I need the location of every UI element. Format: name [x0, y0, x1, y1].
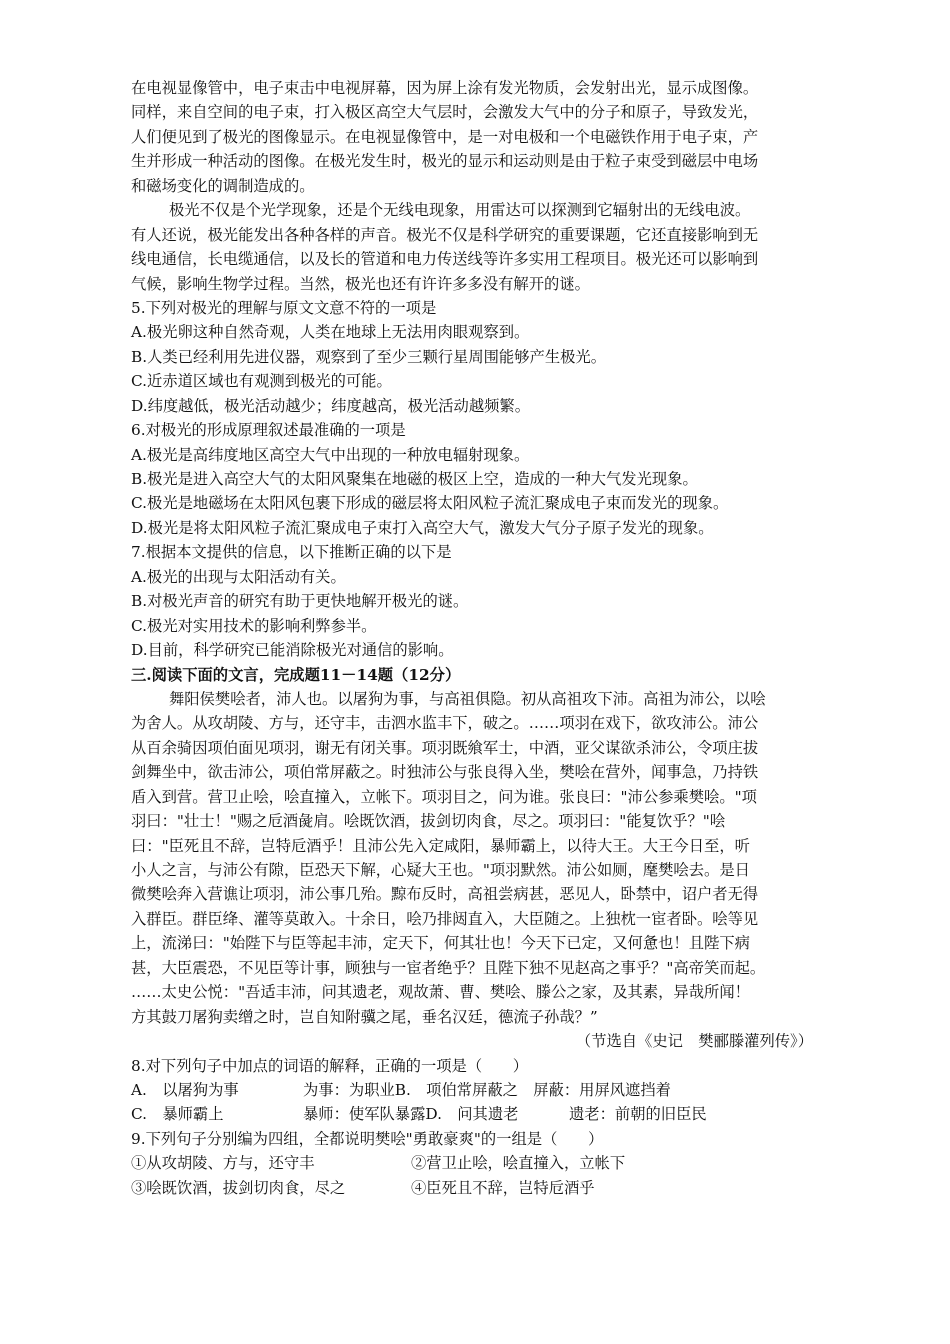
- question-stem: 6.对极光的形成原理叙述最准确的一项是: [131, 421, 406, 440]
- section-heading: 三.阅读下面的文言，完成题11－14题（12分）: [131, 665, 461, 684]
- option-c: C.极光是地磁场在太阳风包裹下形成的磁层将太阳风粒子流汇聚成电子束而发光的现象。: [131, 494, 729, 513]
- text-line: 同样，来自空间的电子束，打入极区高空大气层时，会激发大气中的分子和原子，导致发光，: [131, 103, 759, 122]
- text-line: 羽曰："壮士！"赐之卮酒彘肩。哙既饮酒，拔剑切肉食，尽之。项羽曰："能复饮乎？"哙: [131, 812, 726, 831]
- option-c: C.极光对实用技术的影响利弊参半。: [131, 616, 377, 635]
- items-row-2: [131, 1176, 831, 1200]
- text-line: 上，流涕曰："始陛下与臣等起丰沛，定天下，何其壮也！今天下已定，又何惫也！且陛下病: [131, 934, 750, 953]
- text-line: 和磁场变化的调制造成的。: [131, 176, 315, 195]
- question-5: [131, 296, 831, 418]
- document-page: [131, 76, 831, 1200]
- text-line: 线电通信，长电缆通信，以及长的管道和电力传送线等许多实用工程项目。极光还可以影响到: [131, 250, 759, 269]
- question-8: [131, 1054, 831, 1127]
- text-line: 有人还说，极光能发出各种各样的声音。极光不仅是科学研究的重要课题，它还直接影响到无: [131, 225, 759, 244]
- text-line: 方其鼓刀屠狗卖缯之时，岂自知附骥之尾，垂名汉廷，德流子孙哉？”: [131, 1007, 598, 1026]
- item-4: ④臣死且不辞，岂特卮酒乎: [411, 1178, 595, 1197]
- text-line: 为舍人。从攻胡陵、方与，还守丰，击泗水监丰下，破之。……项羽在戏下，欲攻沛公。沛公: [131, 714, 759, 733]
- option-b: B.极光是进入高空大气的太阳风聚集在地磁的极区上空，造成的一种大气发光现象。: [131, 470, 698, 488]
- text-line: 曰："臣死且不辞，岂特卮酒乎！且沛公先入定咸阳，暴师霸上，以待大王。大王今日至，听: [131, 836, 750, 855]
- option-a: A.极光的出现与太阳活动有关。: [131, 567, 346, 586]
- question-stem: 9.下列句子分别编为四组，全都说明樊哙"勇敢豪爽"的一组是（ ）: [131, 1129, 604, 1148]
- text-line: 从百余骑因项伯面见项羽，谢无有闭关事。项羽既飨军士，中酒，亚父谋欲杀沛公，令项庄拔: [131, 738, 759, 757]
- item-1: ①从攻胡陵、方与，还守丰: [131, 1154, 315, 1173]
- text-line: 小人之言，与沛公有隙，臣恐天下解，心疑大王也。"项羽默然。沛公如厕，麾樊哙去。是日: [131, 861, 750, 879]
- text-line: 生并形成一种活动的图像。在极光发生时，极光的显示和运动则是由于粒子束受到磁层中电场: [131, 152, 759, 171]
- question-9: [131, 1127, 831, 1200]
- option-d: D.纬度越低，极光活动越少；纬度越高，极光活动越频繁。: [131, 396, 531, 415]
- option-d: D.极光是将太阳风粒子流汇聚成电子束打入高空大气，激发大气分子原子发光的现象。: [131, 518, 714, 537]
- item-2: ②营卫止哙，哙直撞入，立帐下: [411, 1154, 626, 1173]
- question-6: [131, 418, 831, 540]
- option-a-label: A. 以屠狗为事: [131, 1080, 239, 1099]
- question-stem: 7.根据本文提供的信息，以下推断正确的以下是: [131, 543, 452, 562]
- option-c: C.近赤道区域也有观测到极光的可能。: [131, 372, 392, 391]
- text-line: 甚，大臣震恐，不见臣等计事，顾独与一宦者绝乎？且陛下独不见赵高之事乎？"高帝笑而起。: [131, 958, 766, 977]
- options-row-cd: [131, 1102, 831, 1126]
- text-line: 在电视显像管中，电子束击中电视屏幕，因为屏上涂有发光物质，会发射出光，显示成图像。: [131, 79, 759, 97]
- text-line: 入群臣。群臣绛、灌等莫敢入。十余日，哙乃排闼直入，大臣随之。上独枕一宦者卧。哙等见: [131, 909, 759, 928]
- items-row-1: [131, 1151, 831, 1175]
- text-line: 舞阳侯樊哙者，沛人也。以屠狗为事，与高祖俱隐。初从高祖攻下沛。高祖为沛公，以哙: [169, 689, 766, 708]
- text-line: 剑舞坐中，欲击沛公，项伯常屏蔽之。时独沛公与张良得入坐，樊哙在营外，闻事急，乃持铁: [131, 763, 759, 782]
- option-b: B.人类已经利用先进仪器，观察到了至少三颗行星周围能够产生极光。: [131, 347, 607, 366]
- text-line: 盾入到营。营卫止哙，哙直撞入，立帐下。项羽目之，问为谁。张良曰："沛公参乘樊哙。"项: [131, 787, 757, 806]
- passage-paragraph: [131, 76, 831, 198]
- item-3: ③哙既饮酒，拔剑切肉食，尽之: [131, 1178, 346, 1197]
- options-row-ab: [131, 1078, 831, 1102]
- source-citation: （节选自《史记 樊郦滕灌列传》）: [575, 1032, 813, 1051]
- question-7: [131, 540, 831, 662]
- option-c-gloss: 暴师：使军队暴露D. 问其遗老: [303, 1105, 519, 1124]
- text-line: 气候，影响生物学过程。当然，极光也还有许许多多没有解开的谜。: [131, 274, 590, 293]
- option-a: A.极光是高纬度地区高空大气中出现的一种放电辐射现象。: [131, 445, 530, 464]
- question-stem: 8.对下列句子中加点的词语的解释，正确的一项是（ ）: [131, 1056, 529, 1075]
- passage-paragraph: [131, 198, 831, 296]
- option-a: A.极光卵这种自然奇观，人类在地球上无法用肉眼观察到。: [131, 323, 530, 342]
- option-c-label: C. 暴师霸上: [131, 1105, 224, 1124]
- text-line: 人们便见到了极光的图像显示。在电视显像管中，是一对电极和一个电磁铁作用于电子束，产: [131, 127, 759, 146]
- classical-passage: [131, 687, 831, 1029]
- text-line: ……太史公悦："吾适丰沛，问其遗老，观故萧、曹、樊哙、滕公之家，及其素，异哉所闻！: [131, 983, 750, 1002]
- option-d: D.目前，科学研究已能消除极光对通信的影响。: [131, 641, 454, 660]
- option-d-gloss: 遗老：前朝的旧臣民: [569, 1105, 707, 1124]
- option-b: B.对极光声音的研究有助于更快地解开极光的谜。: [131, 592, 469, 611]
- text-line: 微樊哙奔入营谯让项羽，沛公事几殆。黥布反时，高祖尝病甚，恶见人，卧禁中，诏户者无得: [131, 885, 759, 904]
- question-stem: 5.下列对极光的理解与原文文意不符的一项是: [131, 298, 437, 317]
- text-line: 极光不仅是个光学现象，还是个无线电现象，用雷达可以探测到它辐射出的无线电波。: [169, 201, 751, 220]
- option-a-gloss: 为事：为职业B. 项伯常屏蔽之 屏蔽：用屏风遮挡着: [303, 1080, 671, 1099]
